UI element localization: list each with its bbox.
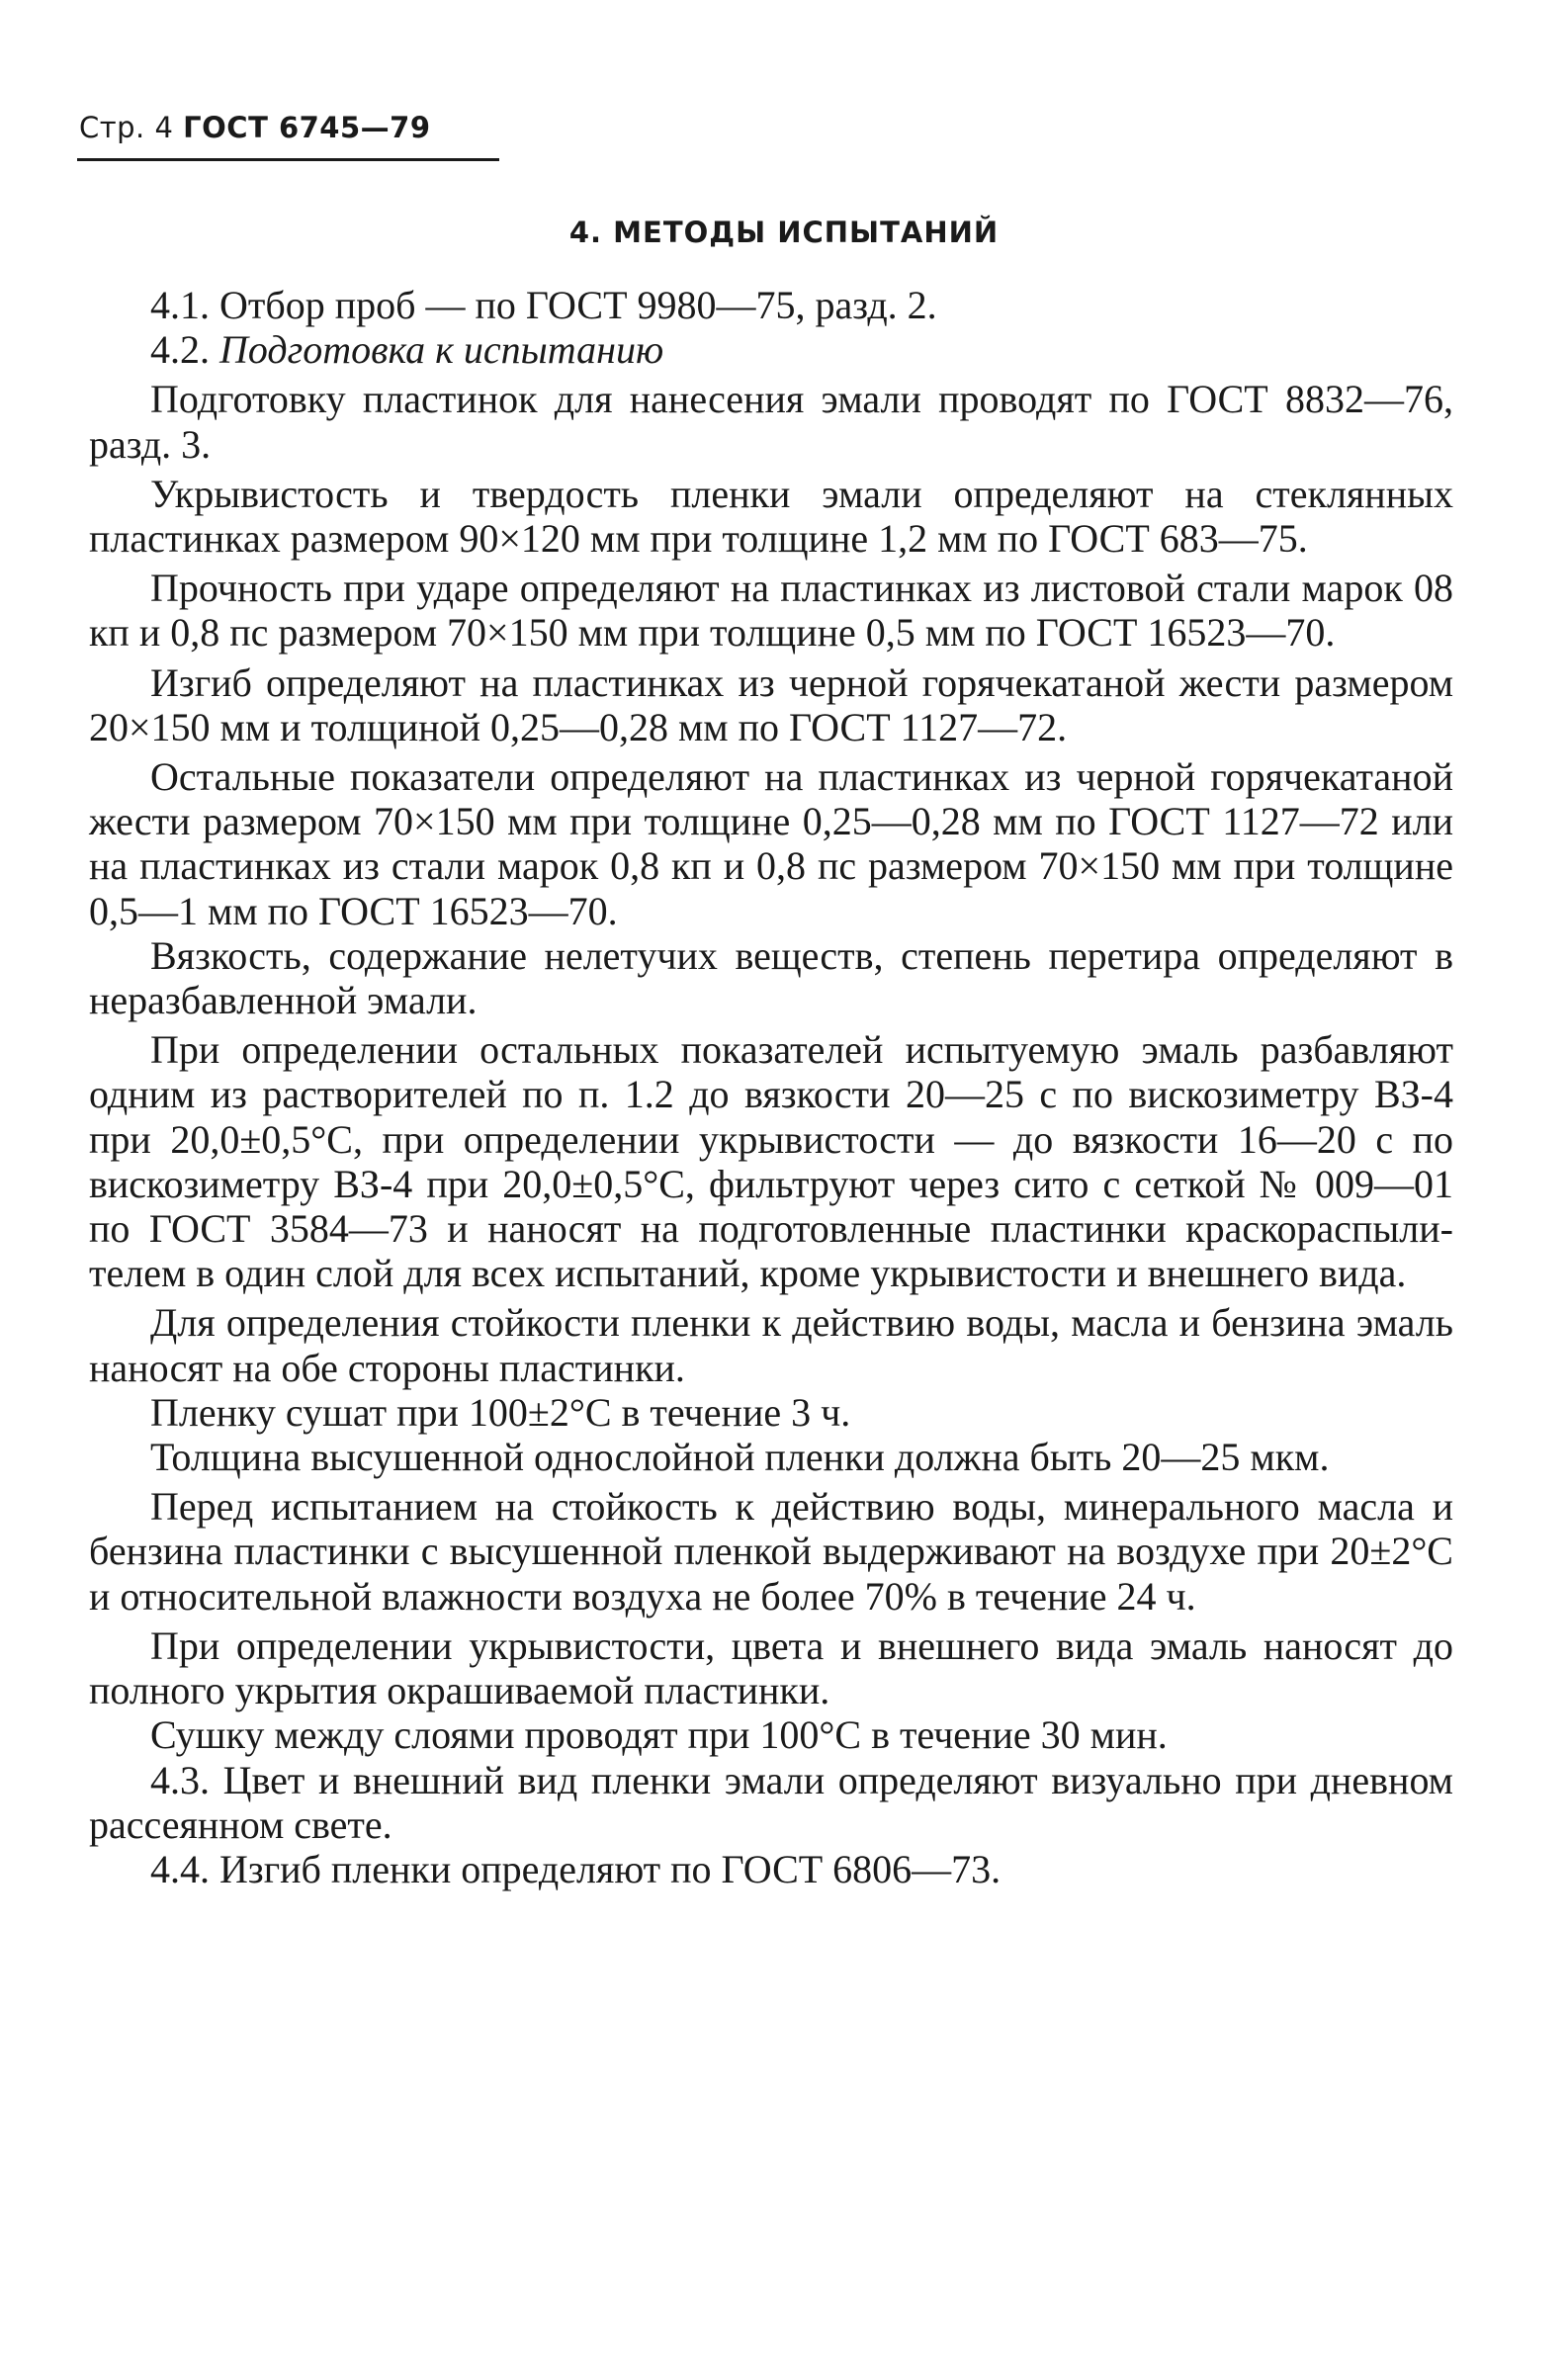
page-header <box>79 111 431 144</box>
paragraph-impact-strength: Прочность при ударе определяют на пластинках из листовой стали марок 08 кп и 0,8 пс размером 70×150 мм при толщине 0,5 мм по ГОСТ 16523—70. <box>89 566 1453 656</box>
paragraph-4-2 <box>89 327 1453 372</box>
standard-number: ГОСТ 6745—79 <box>183 111 431 144</box>
paragraph-hiding-power: Укрывистость и твердость пленки эмали определяют на стеклянных пластинках размером 90×120 мм при толщине 1,2 мм по ГОСТ 683—75. <box>89 471 1453 562</box>
section-title: 4. МЕТОДЫ ИСПЫТАНИЙ <box>568 216 1000 249</box>
paragraph-other-properties: Остальные показатели определяют на пластинках из черной горячекатаной жести размером 70×150 мм при толщине 0,25—0,28 мм по ГОСТ 1127—72 или на пластинках из стали марок 0,8 кп и 0,8 пс размером 70×150 мм при толщине 0,5—1 мм по ГОСТ 16523—70. <box>89 754 1453 933</box>
paragraph-4-1: 4.1. Отбор проб — по ГОСТ 9980—75, разд. 2. <box>150 283 937 327</box>
paragraph-preparation: Подготовку пластинок для нанесения эмали проводят по ГОСТ 8832—76, разд. 3. <box>89 377 1453 467</box>
paragraph-full-cover: При определении укрывистости, цвета и внешнего вида эмаль наносят до полного укрытия окрашиваемой пластинки. <box>89 1622 1453 1713</box>
paragraph-dilution: При определении остальных показателей испытуемую эмаль разбавляют одним из растворителей по п. 1.2 до вязкости 20—25 с по вискозиметру ВЗ-4 при 20,0±0,5°С, при определении укрывистости — до вязкости 16—20 с по вискозиметру ВЗ-4 при 20,0±0,5°С, фильтруют через сито с сеткой № 009—01 по ГОСТ 3584—73 и наносят на подготовленные пластинки краскораспылителем в один слой для всех испытаний, кроме укрывистости и внешнего вида. <box>89 1027 1453 1296</box>
paragraph-bend: Изгиб определяют на пластинках из черной горячекатаной жести размером 20×150 мм и толщиной 0,25—0,28 мм по ГОСТ 1127—72. <box>89 659 1453 749</box>
paragraph-conditioning: Перед испытанием на стойкость к действию воды, минерального масла и бензина пластинки с высушенной пленкой выдерживают на воздухе при 20±2°С и относительной влажности воздуха не более 70% в течение 24 ч. <box>89 1484 1453 1619</box>
paragraph-4-3: 4.3. Цвет и внешний вид пленки эмали определяют визуально при дневном рассеянном свете. <box>89 1757 1453 1847</box>
paragraph-both-sides: Для определения стойкости пленки к действию воды, масла и бензина эмаль наносят на обе стороны пластинки. <box>89 1300 1453 1390</box>
paragraph-4-4: 4.4. Изгиб пленки определяют по ГОСТ 6806—73. <box>150 1846 1002 1891</box>
paragraph-drying: Пленку сушат при 100±2°С в течение 3 ч. <box>150 1389 851 1435</box>
paragraph-thickness: Толщина высушенной однослойной пленки должна быть 20—25 мкм. <box>150 1435 1330 1480</box>
paragraph-viscosity: Вязкость, содержание нелетучих веществ, степень перетира определяют в неразбавленной эмали. <box>89 932 1453 1023</box>
header-rule <box>77 158 499 161</box>
document-body <box>89 283 1453 1891</box>
clause-number: 4.2. <box>150 327 210 373</box>
page-label: Стр. 4 <box>79 111 174 144</box>
clause-title: Подготовка к испытанию <box>219 327 664 373</box>
paragraph-layer-drying: Сушку между слоями проводят при 100°С в течение 30 мин. <box>150 1712 1168 1758</box>
